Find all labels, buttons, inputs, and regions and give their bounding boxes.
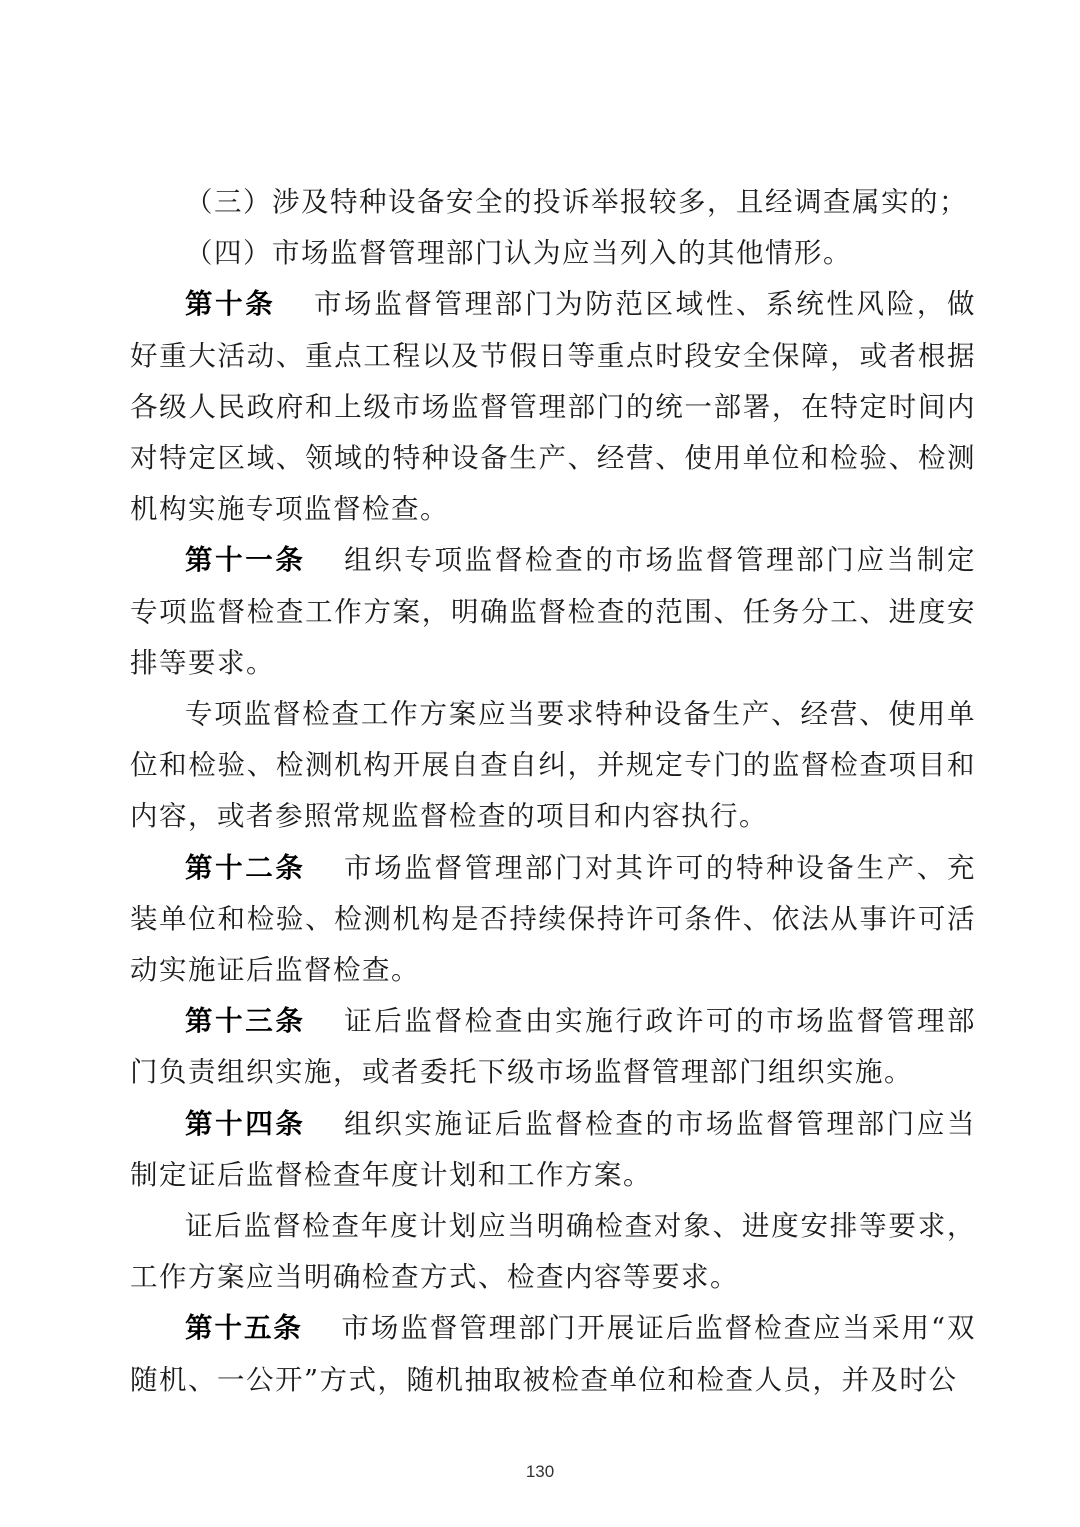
- paragraph-text: 市场监督管理部门开展证后监督检查应当采用“双随机、一公开”方式，随机抽取被检查单位和检查人员，并及时公: [130, 1312, 977, 1396]
- article-11: [130, 535, 976, 689]
- article-11-clause-2: [130, 689, 976, 843]
- paragraph-text: 组织专项监督检查的市场监督管理部门应当制定专项监督检查工作方案，明确监督检查的范围、任务分工、进度安排等要求。: [130, 544, 977, 679]
- article-14-clause-2: [130, 1201, 976, 1303]
- paragraph-text: 组织实施证后监督检查的市场监督管理部门应当制定证后监督检查年度计划和工作方案。: [130, 1107, 977, 1191]
- paragraph-text: 市场监督管理部门对其许可的特种设备生产、充装单位和检验、检测机构是否持续保持许可条件、依法从事许可活动实施证后监督检查。: [130, 851, 977, 987]
- article-10: [130, 279, 976, 535]
- document-body: [130, 177, 976, 1406]
- paragraph-text: 证后监督检查年度计划应当明确检查对象、进度安排等要求，工作方案应当明确检查方式、检查内容等要求。: [130, 1210, 976, 1294]
- paragraph-1: [130, 177, 976, 228]
- paragraph-text: 专项监督检查工作方案应当要求特种设备生产、经营、使用单位和检验、检测机构开展自查自纠，并规定专门的监督检查项目和内容，或者参照常规监督检查的项目和内容执行。: [130, 698, 976, 833]
- paragraph-text: （四）市场监督管理部门认为应当列入的其他情形。: [185, 237, 852, 270]
- article-13: [130, 996, 976, 1098]
- paragraph-2: [130, 228, 976, 279]
- article-15: [130, 1303, 976, 1405]
- article-heading: 第十四条: [185, 1107, 306, 1140]
- article-14: [130, 1099, 976, 1201]
- paragraph-text: （三）涉及特种设备安全的投诉举报较多，且经调查属实的；: [185, 186, 968, 218]
- article-heading: 第十条: [185, 288, 276, 321]
- page-number: 130: [525, 1462, 555, 1481]
- paragraph-text: 证后监督检查由实施行政许可的市场监督管理部门负责组织实施，或者委托下级市场监督管理部门组织实施。: [130, 1005, 977, 1089]
- article-heading: 第十三条: [185, 1005, 306, 1038]
- article-12: [130, 843, 976, 997]
- article-heading: 第十二条: [185, 851, 306, 884]
- article-heading: 第十一条: [185, 544, 306, 577]
- paragraph-text: 市场监督管理部门为防范区域性、系统性风险，做好重大活动、重点工程以及节假日等重点时段安全保障，或者根据各级人民政府和上级市场监督管理部门的统一部署，在特定时间内对特定区域、领域的特种设备生产、经营、使用单位和检验、检测机构实施专项监督检查。: [130, 288, 976, 526]
- article-heading: 第十五条: [185, 1312, 303, 1345]
